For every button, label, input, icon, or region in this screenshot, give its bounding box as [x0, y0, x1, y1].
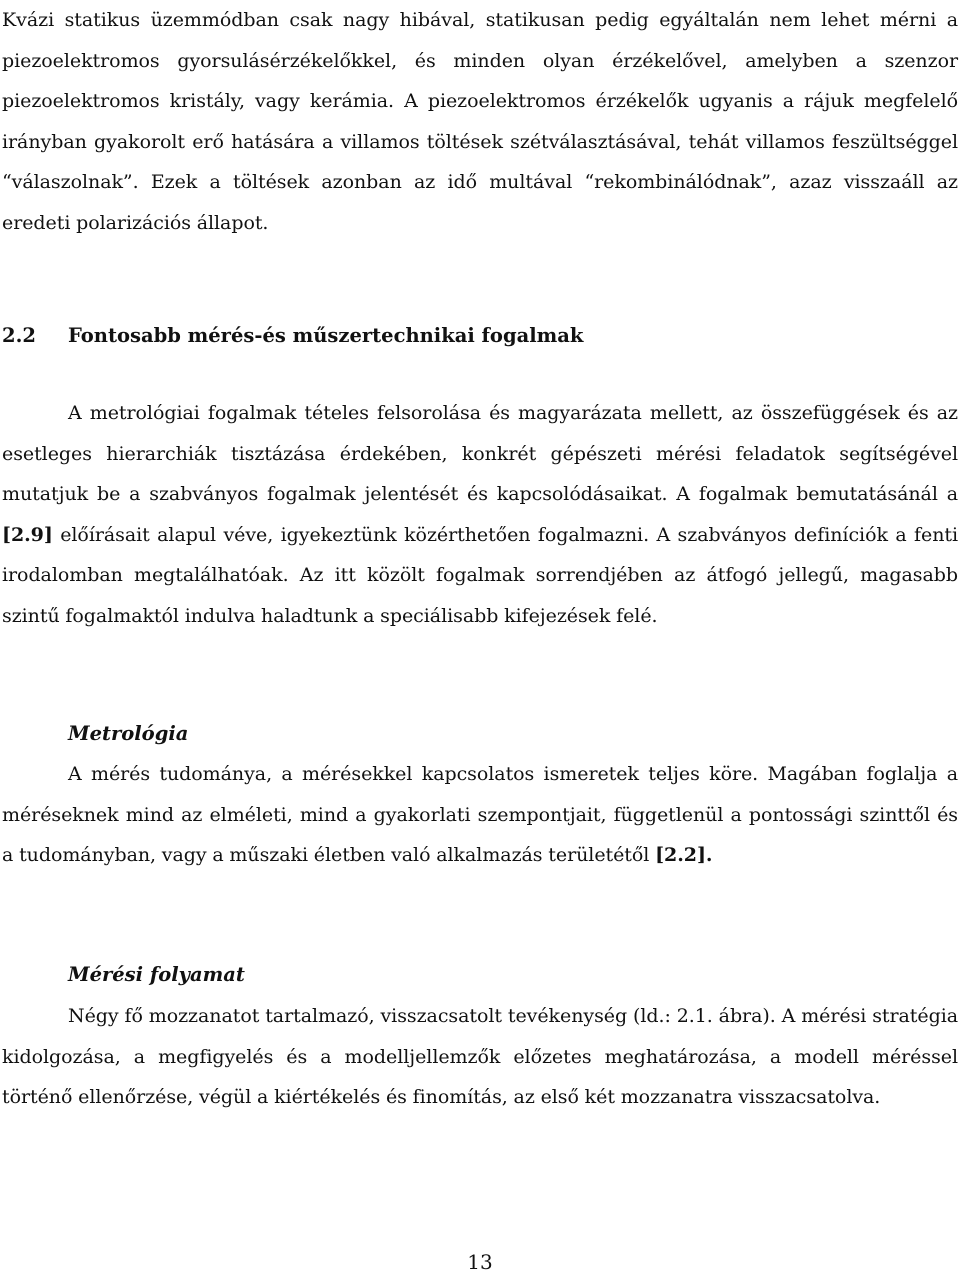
section-heading: Fontosabb mérés-és műszertechnikai fogalmak: [68, 324, 584, 347]
body-paragraph: [2, 393, 958, 636]
term-definition: Négy fő mozzanatot tartalmazó, visszacsatolt tevékenység (ld.: 2.1. ábra). A mérési stratégia kidolgozása, a megfigyelés és a modelljellemzők előzetes meghatározása, a modell méréssel történő ellenőrzése, végül a kiértékelés és finomítás, az első két mozzanatra visszacsatolva.: [2, 1005, 958, 1108]
paragraph-text: előírásait alapul véve, igyekeztünk közérthetően fogalmazni. A szabványos definíciók a fenti irodalomban megtalálhatóak. Az itt közölt fogalmak sorrendjében az átfogó jellegű, magasabb szintű fogalmaktól indulva haladtunk a speciálisabb kifejezések felé.: [2, 523, 958, 627]
definition-text: A mérés tudománya, a mérésekkel kapcsolatos ismeretek teljes köre. Magában foglalja a méréseknek mind az elméleti, mind a gyakorlati szempontjait, függetlenül a pontossági szinttől és a tudományban, vagy a műszaki életben való alkalmazás területétől: [2, 763, 958, 866]
section-number: 2.2: [2, 324, 36, 347]
body-paragraph: Kvázi statikus üzemmódban csak nagy hibával, statikusan pedig egyáltalán nem lehet mérni a piezoelektromos gyorsulásérzékelőkkel, és minden olyan érzékelővel, amelyben a szenzor piezoelektromos kristály, vagy kerámia. A piezoelektromos érzékelők ugyanis a rájuk megfelelő irányban gyakorolt erő hatására a villamos töltések szétválasztásával, tehát villamos feszültséggel “válaszolnak”. Ezek a töltések azonban az idő multával “rekombinálódnak”, azaz visszaáll az eredeti polarizációs állapot.: [2, 9, 958, 234]
term-heading: Metrológia: [68, 722, 189, 745]
term-definition: [2, 754, 958, 876]
citation-reference: [2.2].: [655, 844, 713, 866]
paragraph-text: A metrológiai fogalmak tételes felsorolása és magyarázata mellett, az összefüggések és az esetleges hierarchiák tisztázása érdekében, konkrét gépészeti mérési feladatok segítségével mutatjuk be a szabványos fogalmak jelentését és kapcsolódásaikat. A fogalmak bemutatásánál a: [2, 402, 958, 505]
page-number: 13: [467, 1250, 493, 1274]
citation-reference: [2.9]: [2, 523, 53, 546]
term-heading: Mérési folyamat: [68, 963, 245, 986]
